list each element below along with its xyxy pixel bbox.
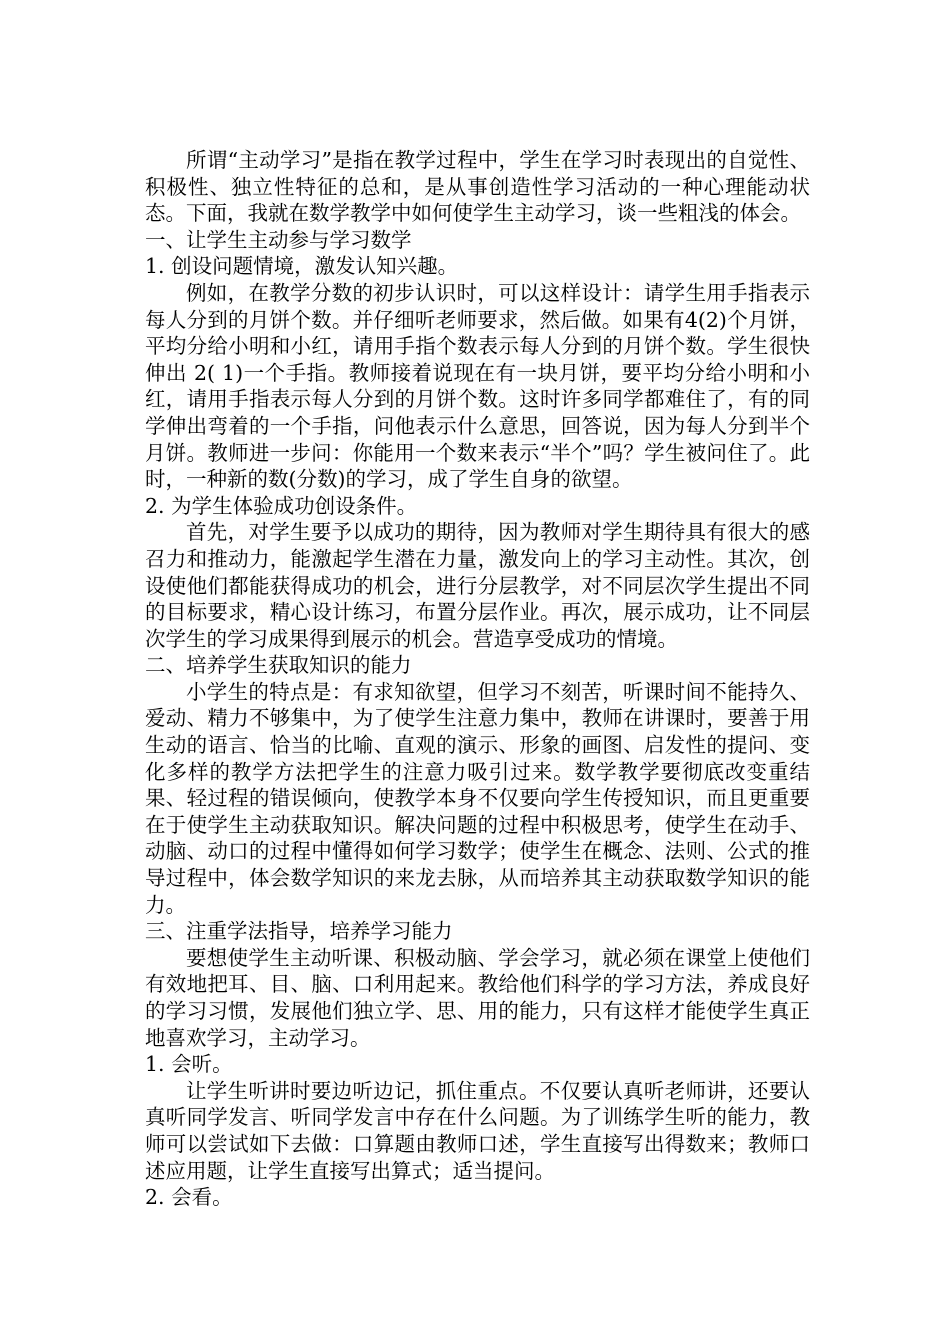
subheading-3-1: 1. 会听。 <box>145 1052 233 1077</box>
body-paragraph: 小学生的特点是：有求知欲望，但学习不刻苦，听课时间不能持久、爱动、精力不够集中，为了使学生注意力集中，教师在讲课时，要善于用生动的语言、恰当的比喻、直观的演示、形象的画图、启发性的提问、变化多样的教学方法把学生的注意力吸引过来。数学教学要彻底改变重结果、轻过程的错误倾向，使教学本身不仅要向学生传授知识，而且更重要在于使学生主动获取知识。解决问题的过程中积极思考，使学生在动手、动脑、动口的过程中懂得如何学习数学；使学生在概念、法则、公式的推导过程中，体会数学知识的来龙去脉，从而培养其主动获取数学知识的能力。 <box>145 679 810 917</box>
section-heading-2: 二、培养学生获取知识的能力 <box>145 653 412 678</box>
subheading-1-1: 1. 创设问题情境，激发认知兴趣。 <box>145 254 459 279</box>
section-heading-3: 三、注重学法指导，培养学习能力 <box>145 919 453 944</box>
body-paragraph: 要想使学生主动听课、积极动脑、学会学习，就必须在课堂上使他们有效地把耳、目、脑、口利用起来。教给他们科学的学习方法，养成良好的学习习惯，发展他们独立学、思、用的能力，只有这样才能使学生真正地喜欢学习，主动学习。 <box>145 945 810 1050</box>
body-paragraph: 首先，对学生要予以成功的期待，因为教师对学生期待具有很大的感召力和推动力，能激起学生潜在力量，激发向上的学习主动性。其次，创设使他们都能获得成功的机会，进行分层教学，对不同层次学生提出不同的目标要求，精心设计练习，布置分层作业。再次，展示成功，让不同层次学生的学习成果得到展示的机会。营造享受成功的情境。 <box>145 520 810 651</box>
intro-paragraph: 所谓“主动学习”是指在教学过程中，学生在学习时表现出的自觉性、积极性、独立性特征的总和，是从事创造性学习活动的一种心理能动状态。下面，我就在数学教学中如何使学生主动学习，谈一些粗浅的体会。 <box>145 148 810 226</box>
subheading-1-2: 2. 为学生体验成功创设条件。 <box>145 493 418 518</box>
section-heading-1: 一、让学生主动参与学习数学 <box>145 227 412 252</box>
body-paragraph: 让学生听讲时要边听边记，抓住重点。不仅要认真听老师讲，还要认真听同学发言、听同学发言中存在什么问题。为了训练学生听的能力，教师可以尝试如下去做：口算题由教师口述，学生直接写出得数来；教师口述应用题，让学生直接写出算式；适当提问。 <box>145 1078 810 1183</box>
body-paragraph: 例如，在教学分数的初步认识时，可以这样设计：请学生用手指表示每人分到的月饼个数。并仔细听老师要求，然后做。如果有4(2)个月饼，平均分给小明和小红，请用手指个数表示每人分到的月饼个数。学生很快伸出 2( 1)一个手指。教师接着说现在有一块月饼，要平均分给小明和小红，请用手指表示每人分到的月饼个数。这时许多同学都难住了，有的同学伸出弯着的一个手指，问他表示什么意思，回答说，因为每人分到半个月饼。教师进一步问：你能用一个数来表示“半个”吗？学生被问住了。此时，一种新的数(分数)的学习，成了学生自身的欲望。 <box>145 280 810 492</box>
document-page <box>145 147 810 1211</box>
subheading-3-2: 2. 会看。 <box>145 1185 233 1210</box>
